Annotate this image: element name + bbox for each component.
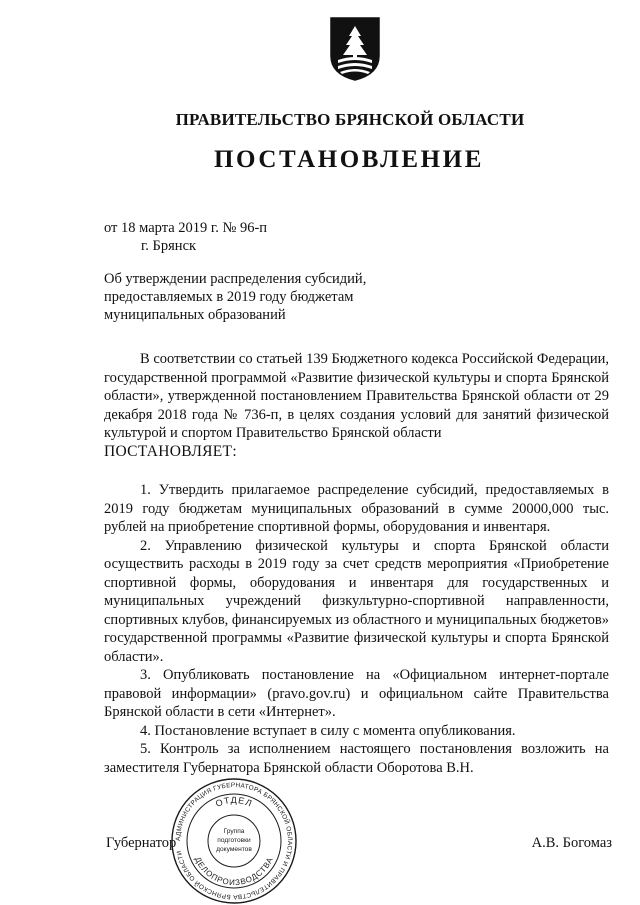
stamp-bottom-text: ДЕЛОПРОИЗВОДСТВА (193, 855, 275, 888)
subject-line: Об утверждении распределения субсидий, (104, 271, 367, 287)
stamp-center-line: документов (216, 846, 252, 853)
svg-text:ОТДЕЛ (214, 795, 254, 809)
organization-title: ПРАВИТЕЛЬСТВО БРЯНСКОЙ ОБЛАСТИ (175, 110, 525, 129)
decree-word: ПОСТАНОВЛЯЕТ: (104, 442, 237, 460)
signatory-name: А.В. Богомаз (531, 835, 612, 851)
decree-item-3: 3. Опубликовать постановление на «Официальном интернет-портале правовой информации» (pravo.gov.ru) и официальном сайте Правительства Брянской области в сети «Интернет». (104, 667, 609, 720)
document-date-number: от 18 марта 2019 г. № 96-п (104, 220, 268, 236)
office-round-stamp (170, 777, 298, 905)
stamp-center-line: Группа (223, 828, 245, 835)
decree-item-2: 2. Управлению физической культуры и спорта Брянской области осуществить расходы в 2019 году за счет средств мероприятия «Приобретение спортивной формы, оборудования и инвентаря для государственных и муниципальных учреждений физкультурно-спортивной направленности, спортивных клубов, финансируемых из областного и муниципальных бюджетов» государственной программы «Развитие физической культуры и спорта Брянской области». (104, 537, 609, 665)
subject-line: предоставляемых в 2019 году бюджетам (104, 289, 354, 305)
stamp-outer-text: АДМИНИСТРАЦИЯ ГУБЕРНАТОРА БРЯНСКОЙ ОБЛАСТИ И ПРАВИТЕЛЬСТВА БРЯНСКОЙ ОБЛАСТИ (174, 781, 294, 901)
decree-item-1: 1. Утвердить прилагаемое распределение субсидий, предоставляемых в 2019 году бюджетам муниципальных образований в сумме 20000,000 тыс. рублей на приобретение спортивной формы, оборудования и инвентаря. (104, 482, 609, 535)
signatory-title: Губернатор (106, 835, 177, 851)
decree-item-4: 4. Постановление вступает в силу с момента опубликования. (140, 722, 516, 739)
bryansk-region-coat-of-arms-icon (328, 16, 382, 82)
decree-item-5: 5. Контроль за исполнением настоящего постановления возложить на заместителя Губернатора Брянской области Оборотова В.Н. (104, 741, 609, 776)
document-city: г. Брянск (141, 238, 197, 254)
document-subject (104, 270, 424, 324)
document-body (104, 350, 609, 777)
stamp-top-text: ОТДЕЛ (214, 794, 255, 809)
document-type-title: ПОСТАНОВЛЕНИЕ (213, 146, 485, 173)
svg-text:ДЕЛОПРОИЗВОДСТВА (193, 855, 275, 887)
stamp-center-line: подготовки (217, 837, 251, 844)
subject-line: муниципальных образований (104, 307, 286, 323)
preamble-paragraph: В соответствии со статьей 139 Бюджетного кодекса Российской Федерации, государственной программой «Развитие физической культуры и спорта Брянской области», утвержденной постановлением Правительства Брянской области от 29 декабря 2018 года № 736-п, в целях создания условий для занятий физической культурой и спортом Правительство Брянской области (104, 351, 609, 441)
